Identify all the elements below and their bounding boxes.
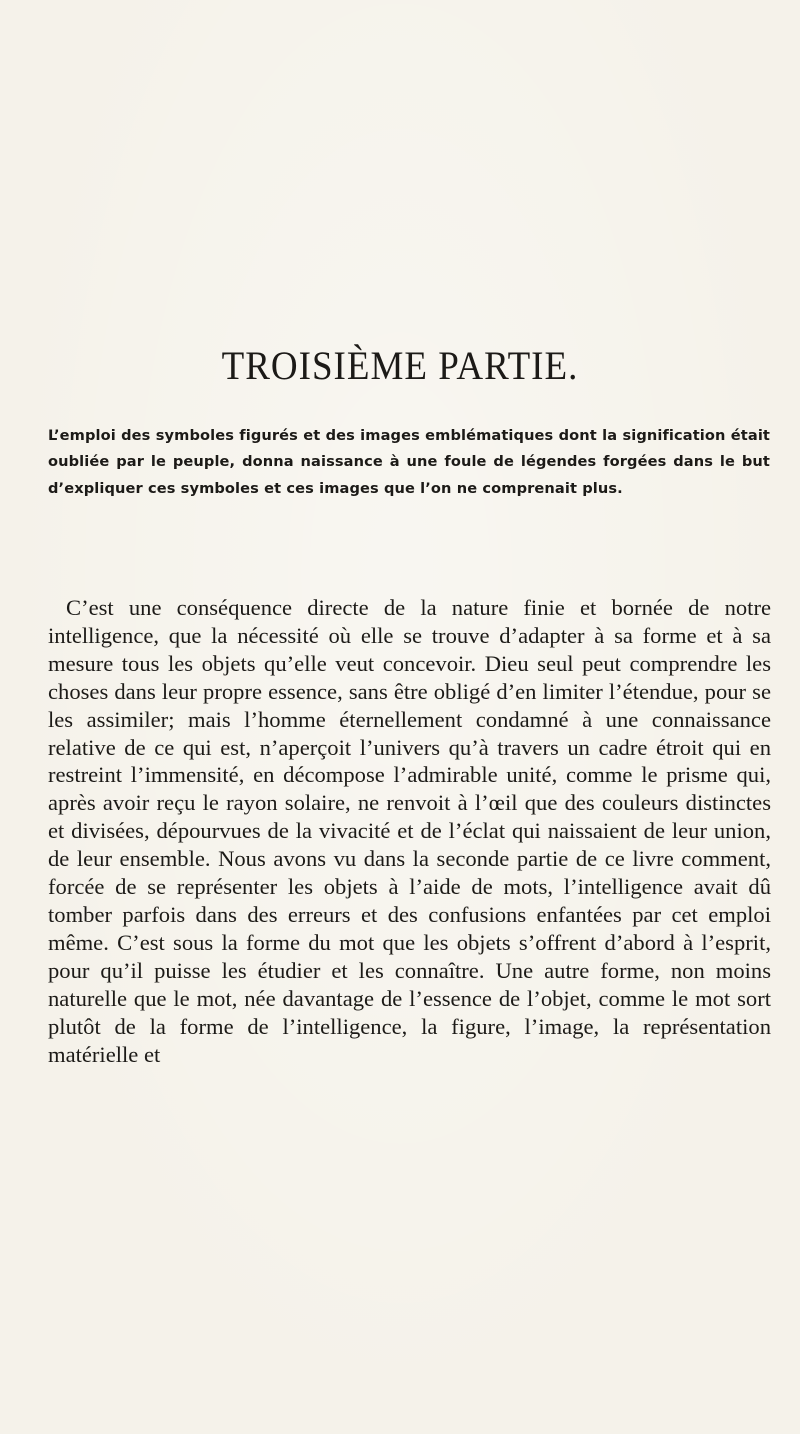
body-paragraph: C’est une conséquence directe de la nature finie et bornée de notre intelligence, que la nécessité où elle se trouve d’adapter à sa forme et à sa mesure tous les objets qu’elle veut concevoir. Dieu seul peut comprendre les choses dans leur propre essence, sans être obligé d’en limiter l’étendue, pour se les assimiler; mais l’homme éternellement condamné à une connaissance relative de ce qui est, n’aperçoit l’univers qu’à travers un cadre étroit qui en restreint l’immensité, en décompose l’admirable unité, comme le prisme qui, après avoir reçu le rayon solaire, ne renvoit à l’œil que des couleurs distinctes et divisées, dépourvues de la vivacité et de l’éclat qui naissaient de leur union, de leur ensemble. Nous avons vu dans la seconde partie de ce livre comment, forcée de se représenter les objets à l’aide de mots, l’intelligence avait dû tomber parfois dans des erreurs et des confusions enfantées par cet emploi même. C’est sous la forme du mot que les objets s’offrent d’abord à l’esprit, pour qu’il puisse les étudier et les connaître. Une autre forme, non moins naturelle que le mot, née davantage de l’essence de l’objet, comme le mot sort plutôt de la forme de l’intelligence, la figure, l’image, la représentation matérielle et [48, 595, 771, 1067]
chapter-title: TROISIÈME PARTIE. [221, 344, 579, 389]
chapter-summary: L’emploi des symboles figurés et des images emblématiques dont la signification était oubliée par le peuple, donna naissance à une foule de légendes forgées dans le but d’expliquer ces symboles et ces images que l’on ne comprenait plus. [48, 427, 770, 497]
